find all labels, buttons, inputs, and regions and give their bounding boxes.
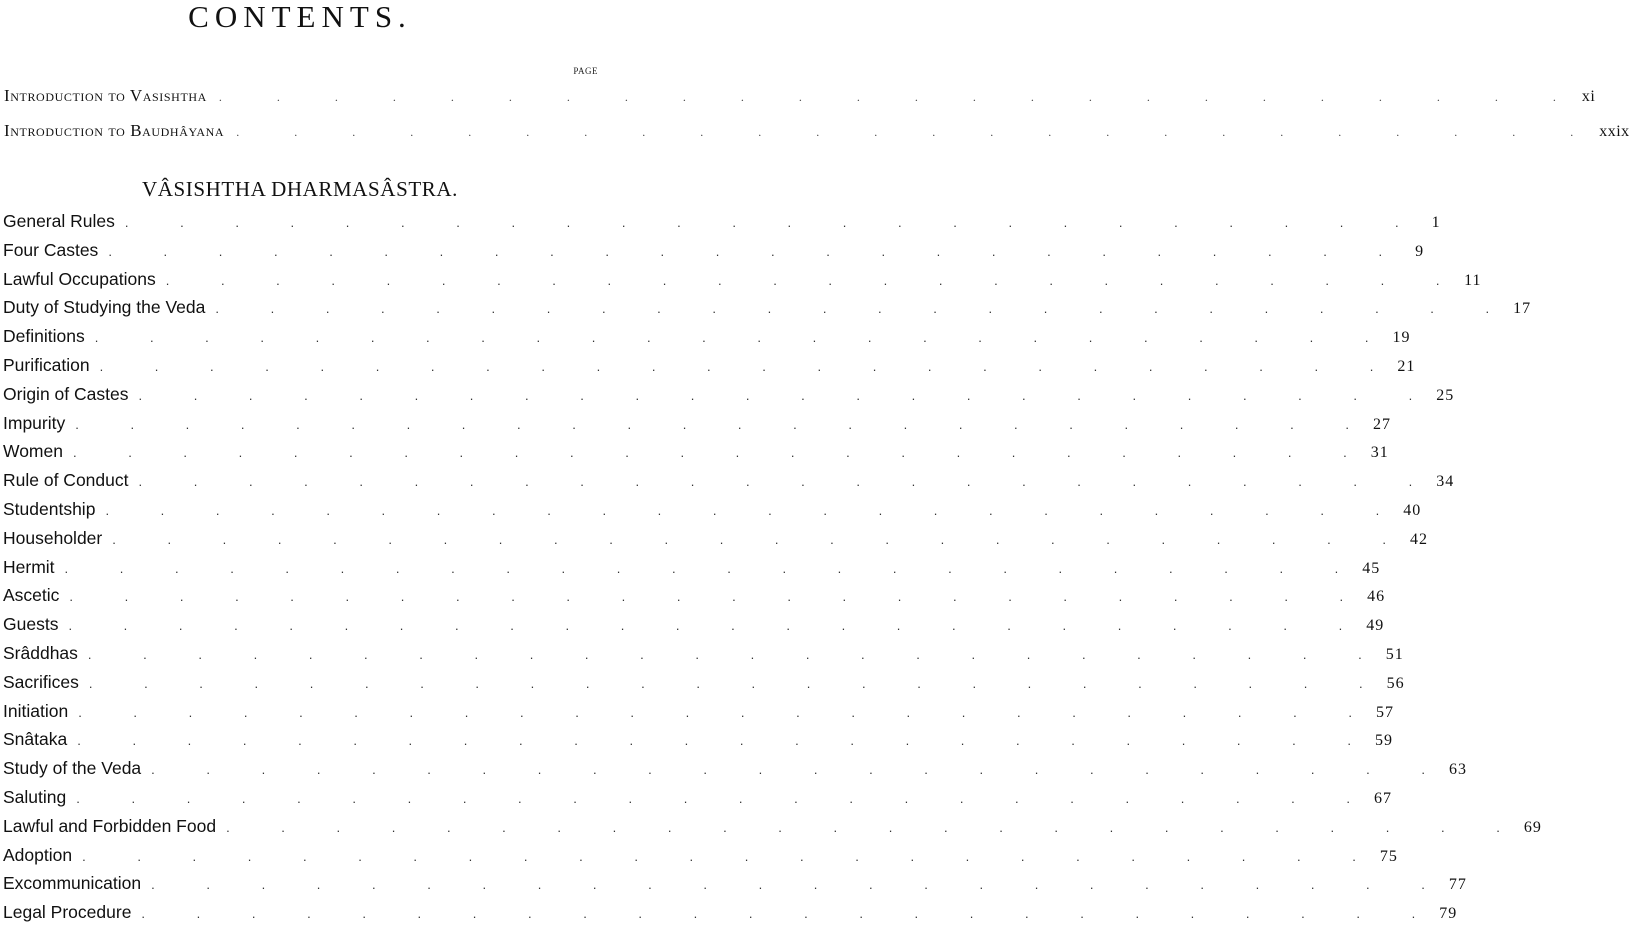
entry-page: 77 [1448, 876, 1467, 894]
intro-entry-vasishtha [4, 86, 1596, 110]
page-title: CONTENTS. [188, 0, 412, 34]
entry-label: Hermit [3, 556, 55, 577]
entry-label: Lawful and Forbidden Food [3, 815, 217, 836]
toc-row [3, 758, 1467, 787]
entry-label: Studentship [3, 498, 96, 519]
dot-leader: . . . . . . . . . . . . . . . . . . . . . . . . [124, 215, 1423, 230]
dot-leader: . . . . . . . . . . . . . . . . . . . . . . . . [77, 733, 1375, 749]
entry-label: Study of the Veda [3, 758, 142, 779]
entry-label: Duty of Studying the Veda [3, 297, 206, 318]
toc-row [3, 326, 1411, 355]
toc-row [3, 354, 1416, 384]
entry-page: 57 [1375, 703, 1394, 721]
dot-leader: . . . . . . . . . . . . . . . . . . . . . . . . [99, 358, 1398, 374]
entry-page: xi [1581, 88, 1596, 105]
toc-row [3, 671, 1405, 701]
dot-leader: . . . . . . . . . . . . . . . . . . . . . . . . [75, 416, 1373, 432]
toc-row [3, 441, 1389, 470]
toc-row [3, 470, 1455, 499]
entry-label: Origin of Castes [3, 383, 129, 404]
dot-leader: . . . . . . . . . . . . . . . . . . . . . . . . [76, 790, 1375, 806]
entry-label: Rule of Conduct [3, 470, 129, 491]
entry-page: 49 [1366, 617, 1385, 635]
entry-page: 42 [1410, 530, 1428, 548]
entry-page: 1 [1431, 214, 1441, 231]
entry-page: 75 [1379, 847, 1398, 865]
toc-row [3, 211, 1441, 240]
entry-label: Saluting [3, 786, 67, 807]
entry-page: 25 [1436, 386, 1455, 404]
toc-row [3, 498, 1422, 528]
entry-label: Legal Procedure [3, 902, 132, 923]
entry-label: Lawful Occupations [3, 268, 156, 289]
dot-leader: . . . . . . . . . . . . . . . . . . . . . . . . [69, 589, 1368, 605]
entry-page: 19 [1392, 329, 1411, 347]
toc-row [3, 614, 1385, 643]
dot-leader: . . . . . . . . . . . . . . . . . . . . . . . . [236, 125, 1600, 139]
dot-leader: . . . . . . . . . . . . . . . . . . . . . . . . [72, 445, 1371, 461]
toc-row [3, 873, 1467, 902]
dot-leader: . . . . . . . . . . . . . . . . . . . . . . . . [218, 90, 1582, 104]
entry-label: Initiation [3, 700, 69, 721]
entry-page: 27 [1373, 415, 1391, 433]
toc-row [3, 556, 1381, 586]
entry-label: Women [3, 441, 63, 462]
entry-label: Introduction to Baudhâyana [4, 121, 225, 140]
entry-page: 31 [1370, 444, 1389, 462]
dot-leader: . . . . . . . . . . . . . . . . . . . . . . . . [94, 330, 1393, 346]
toc-row [3, 239, 1425, 269]
dot-leader: . . . . . . . . . . . . . . . . . . . . . . . . [68, 618, 1367, 634]
dot-leader: . . . . . . . . . . . . . . . . . . . . . . . . [82, 848, 1380, 864]
entry-page: 51 [1385, 645, 1404, 663]
dot-leader: . . . . . . . . . . . . . . . . . . . . . . . . [105, 502, 1404, 518]
entry-label: Householder [3, 527, 103, 548]
dot-leader: . . . . . . . . . . . . . . . . . . . . . . . . [112, 531, 1410, 547]
entry-label: Srâddhas [3, 642, 78, 663]
page-column-label: PAGE [573, 66, 598, 76]
entry-label: General Rules [3, 211, 115, 231]
toc-row [3, 642, 1404, 672]
toc-list [3, 211, 1542, 931]
toc-row [3, 585, 1386, 614]
entry-label: Adoption [3, 844, 73, 865]
toc-row [3, 786, 1393, 816]
dot-leader: . . . . . . . . . . . . . . . . . . . . . . . . [215, 301, 1514, 317]
entry-page: 11 [1464, 271, 1482, 289]
toc-row [3, 383, 1455, 413]
dot-leader: . . . . . . . . . . . . . . . . . . . . . . . . [151, 877, 1449, 893]
toc-row [3, 902, 1458, 931]
entry-page: 9 [1415, 242, 1425, 260]
entry-label: Introduction to Vasishtha [4, 86, 207, 105]
entry-label: Four Castes [3, 239, 99, 260]
entry-page: 67 [1374, 789, 1393, 807]
dot-leader: . . . . . . . . . . . . . . . . . . . . . . . . [165, 272, 1464, 288]
toc-row [3, 729, 1393, 758]
toc-row [3, 527, 1428, 557]
entry-page: 17 [1513, 300, 1532, 318]
entry-page: 46 [1367, 588, 1386, 606]
entry-page: 40 [1403, 501, 1422, 519]
toc-row [3, 844, 1398, 874]
entry-page: 59 [1374, 732, 1393, 750]
dot-leader: . . . . . . . . . . . . . . . . . . . . . . . . [138, 474, 1437, 490]
toc-row [3, 412, 1391, 442]
entry-page: 21 [1397, 357, 1416, 375]
entry-page: xxix [1599, 123, 1630, 140]
entry-label: Ascetic [3, 585, 60, 606]
intro-entry-baudhayana [4, 121, 1630, 145]
dot-leader: . . . . . . . . . . . . . . . . . . . . . . . . [78, 704, 1376, 720]
entry-label: Definitions [3, 326, 85, 347]
entry-label: Guests [3, 614, 59, 635]
entry-page: 45 [1362, 559, 1381, 577]
section-heading: VÂSISHTHA DHARMASÂSTRA. [141, 177, 458, 201]
entry-label: Snâtaka [3, 729, 68, 750]
dot-leader: . . . . . . . . . . . . . . . . . . . . . . . . [87, 646, 1386, 662]
dot-leader: . . . . . . . . . . . . . . . . . . . . . . . . [141, 906, 1440, 922]
dot-leader: . . . . . . . . . . . . . . . . . . . . . . . . [138, 387, 1437, 403]
entry-label: Sacrifices [3, 671, 79, 692]
toc-row [3, 700, 1394, 730]
dot-leader: . . . . . . . . . . . . . . . . . . . . . . . . [108, 243, 1407, 259]
entry-page: 79 [1439, 905, 1458, 923]
entry-page: 63 [1448, 761, 1467, 779]
entry-page: 56 [1386, 674, 1405, 692]
toc-row [3, 815, 1542, 845]
dot-leader: . . . . . . . . . . . . . . . . . . . . . . . . [226, 819, 1524, 835]
entry-label: Excommunication [3, 873, 142, 894]
entry-page: 69 [1523, 818, 1542, 836]
toc-row [3, 297, 1532, 326]
entry-label: Impurity [3, 412, 66, 433]
entry-page: 34 [1436, 473, 1455, 491]
entry-label: Purification [3, 354, 90, 375]
dot-leader: . . . . . . . . . . . . . . . . . . . . . . . . [64, 560, 1363, 576]
dot-leader: . . . . . . . . . . . . . . . . . . . . . . . . [88, 675, 1387, 691]
dot-leader: . . . . . . . . . . . . . . . . . . . . . . . . [151, 762, 1449, 778]
toc-row [3, 268, 1482, 298]
